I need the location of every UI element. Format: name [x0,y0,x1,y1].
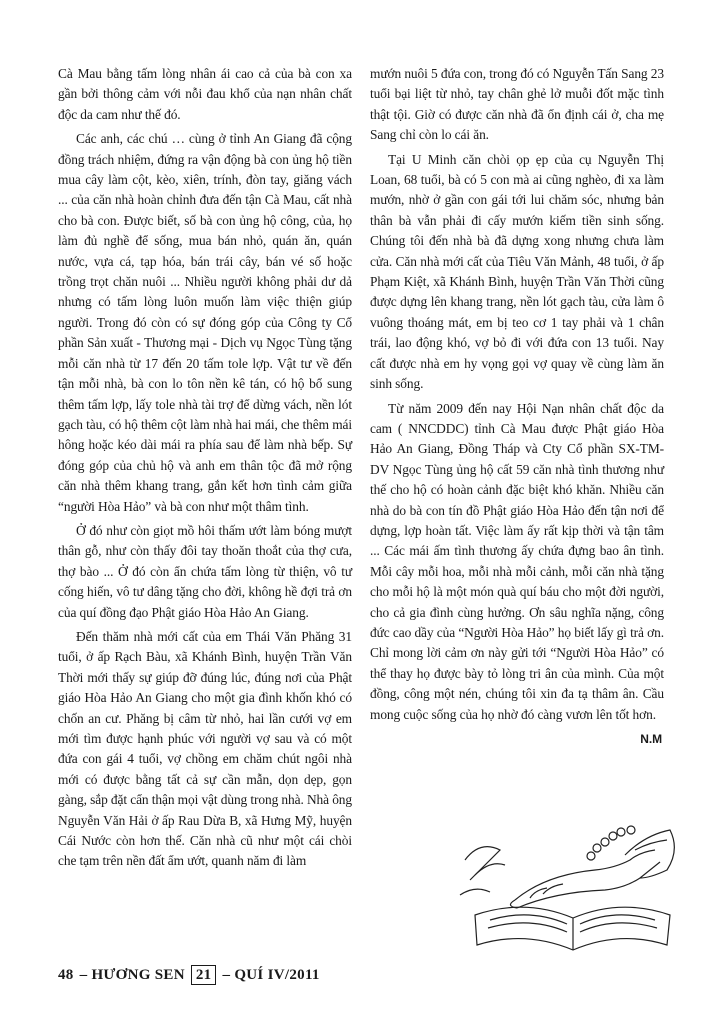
paragraph: Từ năm 2009 đến nay Hội Nạn nhân chất độc da cam ( NNCDDC) tỉnh Cà Mau được Phật giáo Hòa Hảo An Giang, Đồng Tháp và Cty Cổ phần SX-TM-DV Ngọc Tùng ủng hộ cất 59 căn nhà tình thương như thế cho hộ có hoàn cảnh đặc biệt khó khăn. Nhiều căn nhà do bà con tín đồ Phật giáo Hòa Hảo đến tận nơi để dựng, lợp hoàn tất. Việc làm ấy rất kịp thời và tận tâm ... Các mái ấm tình thương ấy chứa đựng bao ân tình. Mỗi cây mỗi hoa, mỗi nhà mỗi cảnh, mỗi căn nhà tặng cho mỗi hộ là một món quà quí báu cho một đời người, cho cả gia đình cùng hưởng. Ơn sâu nghĩa nặng, công đức cao dầy của “Người Hòa Hảo” họ biết lấy gì trả ơn. Chỉ mong lời cảm ơn này gửi tới “Người Hòa Hảo” có thể thay họ được bày tỏ lòng tri ân của mình. Của một đồng, công một nén, chúng tôi xin đa tạ thâm ân. Cầu mong cuộc sống của họ nhờ đó càng vươn lên tốt hơn. [370,400,664,722]
page-footer [58,965,320,985]
article-column-left [58,64,352,876]
issue-number: 21 [191,965,217,985]
paragraph: Cà Mau bằng tấm lòng nhân ái cao cả của bà con xa gần bởi thông cảm với nỗi đau khổ của nạn nhân chất độc da cam như thế đó. [58,66,352,122]
paragraph: Đến thăm nhà mới cất của em Thái Văn Phăng 31 tuổi, ở ấp Rạch Bàu, xã Khánh Bình, huyện Trần Văn Thời mới thấy sự giúp đỡ đúng lúc, đúng nơi của Phật giáo Hòa Hảo An Giang cho một gia đình khốn khó có chốn an cư. Phăng bị câm từ nhỏ, hai lần cưới vợ em mới tìm được hạnh phúc với người vợ sau và có một đứa con gái 4 tuổi, vợ chồng em chăm chút ngôi nhà mới có được bằng tất cả sự cần mẫn, dọn dẹp, gọn gàng, sắp đặt cẩn thận mọi vật dùng trong nhà. Nhà ông Nguyễn Văn Hải ở ấp Rau Dừa B, xã Hưng Mỹ, huyện Cái Nước còn hơn thế. Căn nhà cũ như một cái chòi che tạm trên nền đất ẩm ướt, quanh năm đi làm [58,628,352,869]
page-number: 48 [58,966,74,983]
magazine-name: – HƯƠNG SEN [79,966,185,983]
article-column-right [370,64,664,749]
issue-period: – QUÍ IV/2011 [222,966,320,983]
author-signature: N.M [640,732,662,746]
paragraph: mướn nuôi 5 đứa con, trong đó có Nguyễn Tấn Sang 23 tuổi bại liệt từ nhỏ, tay chân ghẻ lở muỗi đốt mặc tình thật tội. Giờ có được căn nhà đã ổn định cái ở, cha mẹ Sang chỉ còn lo cái ăn. [370,66,664,143]
hands-on-book-illustration [455,820,690,960]
paragraph: Tại U Minh căn chòi ọp ẹp của cụ Nguyễn Thị Loan, 68 tuổi, bà có 5 con mà ai cũng nghèo, đi xa làm mướn, nhờ ở gần con gái tới lui chăm sóc, nhưng bản thân bà vẫn phải đi cấy mướn kiếm tiền sinh sống. Chúng tôi đến nhà bà đã dựng xong nhưng chưa làm cửa. Căn nhà mới cất của Tiêu Văn Mảnh, 48 tuổi, ở ấp Phạm Kiệt, xã Khánh Bình, huyện Trần Văn Thời cũng được dựng lên khang trang, nền lót gạch tàu, cửa làm ô vuông thoáng mát, em bị teo cơ 1 tay phải và 1 chân trái, lao động khó, vợ bỏ đi với đứa con 13 tuổi. Nay cất được nhà em hy vọng gọi vợ quay về cùng làm ăn sinh sống. [370,151,664,392]
paragraph: Các anh, các chú … cùng ở tỉnh An Giang đã cộng đồng trách nhiệm, đứng ra vận động bà con ủng hộ tiền mua cây làm cột, kèo, xiên, trính, đòn tay, giăng vách ... của căn nhà hoàn chỉnh đưa đến tận Cà Mau, cất nhà cho bà con. Được biết, số bà con ủng hộ công, của, họ làm đủ nghề để sống, mua bán nhỏ, quán ăn, quán nước, vựa cá, tạp hóa, bán trái cây, bán vé số hoặc trồng trọt chăn nuôi ... Nhiều người không phải dư dả nhưng có tấm lòng luôn muốn làm việc thiện giúp người. Trong đó còn có sự đóng góp của Công ty Cổ phần Sản xuất - Thương mại - Dịch vụ Ngọc Tùng tặng mỗi căn nhà từ 17 đến 20 tấm tole lợp. Vật tư về đến tận mỗi nhà, bà con lo tôn nền kê tán, có hộ bổ sung thêm tấm lợp, lấy tole nhà tài trợ để dừng vách, nền lót gạch tàu, có hộ thêm cột làm nhà hai mái, che thêm mái hông hoặc kéo dài mái ra phía sau để làm nhà bếp. Sự đóng góp của chủ hộ và anh em thân tộc đã mở rộng căn nhà thêm khang trang, gắn kết hơn tình cảm giữa “người Hòa Hảo” và bà con như một thâm tình. [58,131,352,514]
paragraph: Ở đó như còn giọt mồ hôi thấm ướt làm bóng mượt thân gỗ, như còn thấy đôi tay thoăn thoắt của thợ cưa, thợ bào ... Ở đó còn ẩn chứa tấm lòng từ thiện, vô tư cống hiến, vô tư dâng tặng cho đời, không hề đợi trả ơn của quí đồng đạo Phật giáo Hòa Hảo An Giang. [58,522,352,620]
